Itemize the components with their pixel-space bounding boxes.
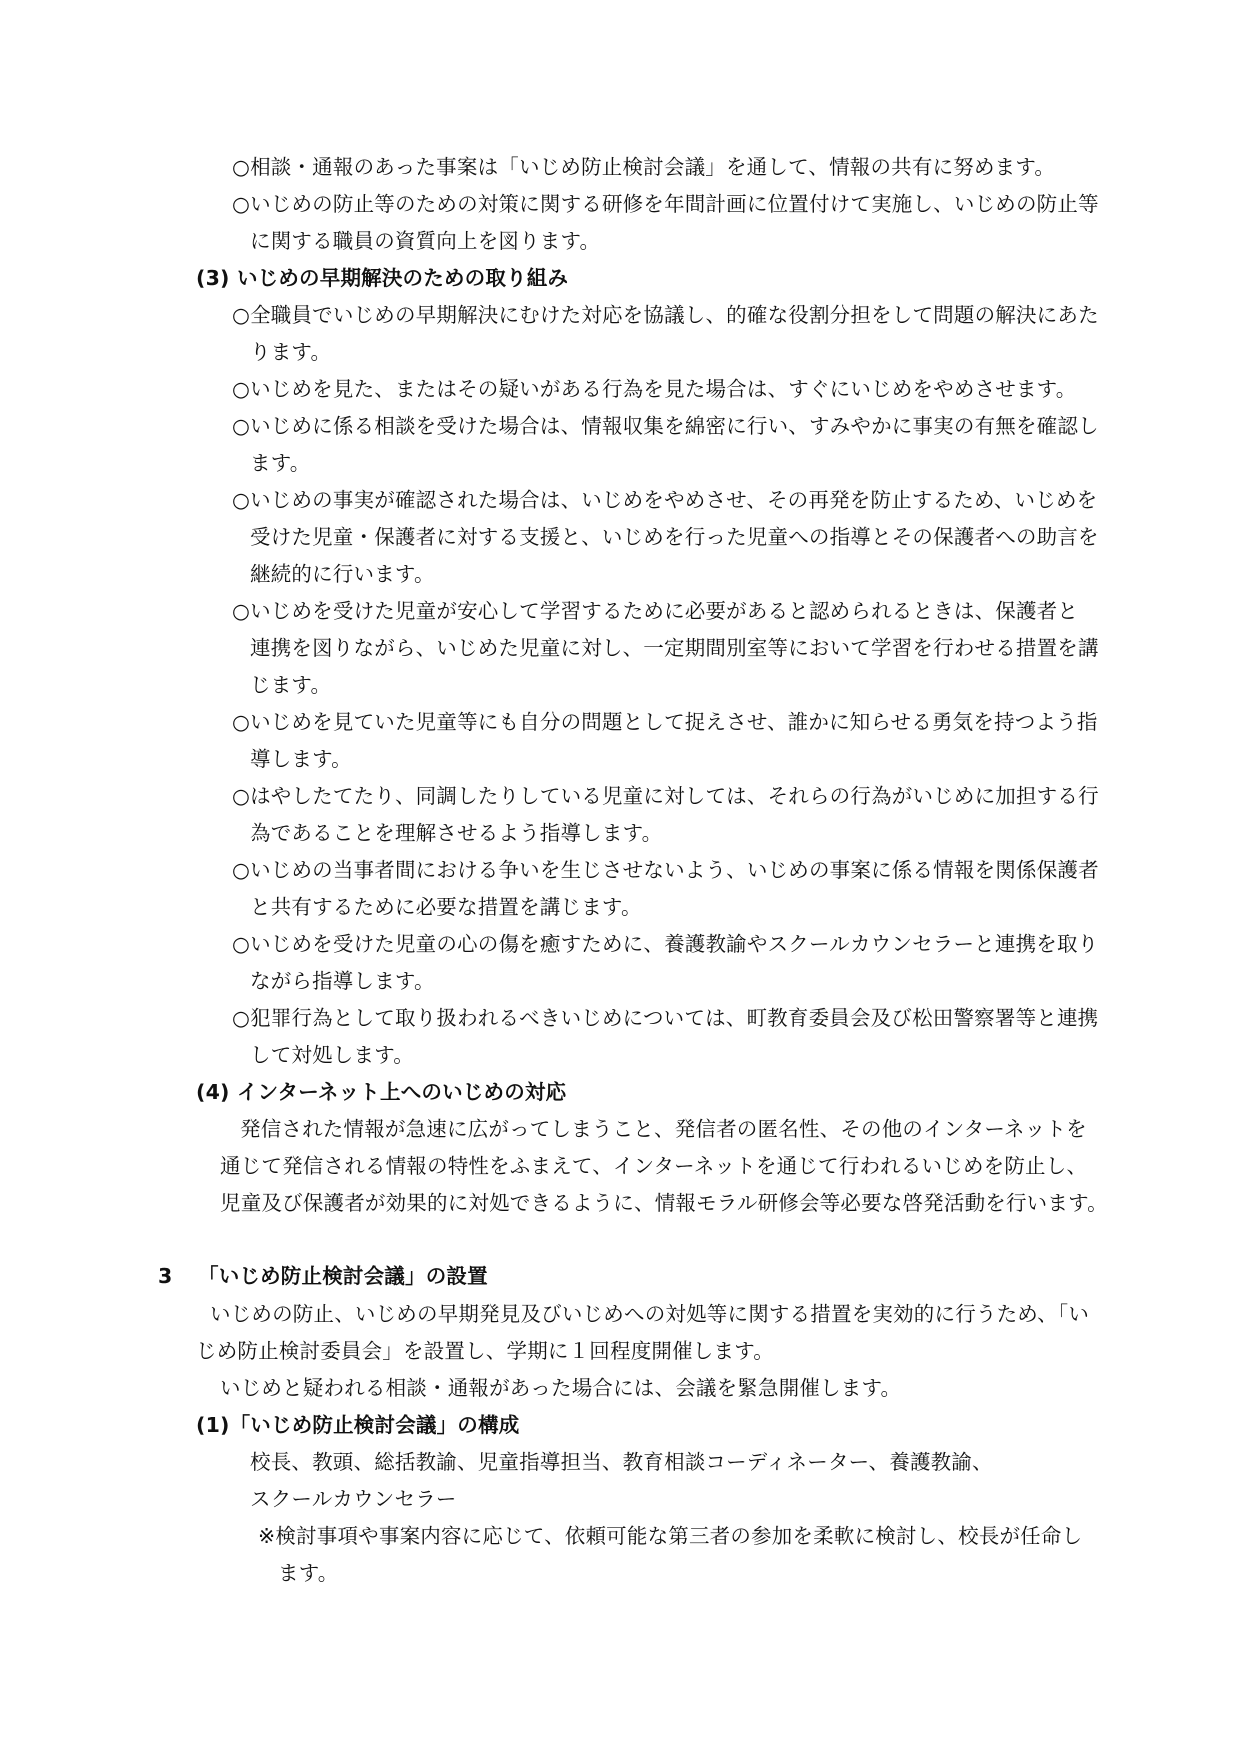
member-list-line: スクールカウンセラー: [250, 1487, 457, 1511]
bullet-line: ○相談・通報のあった事案は「いじめ防止検討会議」を通して、情報の共有に努めます。: [232, 155, 1056, 179]
bullet-line: ○いじめの事実が確認された場合は、いじめをやめさせ、その再発を防止するため、いじめを: [232, 488, 1098, 512]
bullet-continuation: に関する職員の資質向上を図ります。: [250, 229, 601, 253]
bullet-line: ○いじめの防止等のための対策に関する研修を年間計画に位置付けて実施し、いじめの防止等: [232, 192, 1099, 216]
bullet-line: ○いじめを受けた児童の心の傷を癒すために、養護教諭やスクールカウンセラーと連携を取り: [232, 932, 1099, 956]
paragraph-line: 通じて発信される情報の特性をふまえて、インターネットを通じて行われるいじめを防止し、: [220, 1154, 1088, 1178]
member-list-line: 校長、教頭、総括教諭、児童指導担当、教育相談コーディネーター、養護教諭、: [250, 1450, 993, 1474]
paragraph-line: じめ防止検討委員会」を設置し、学期に１回程度開催します。: [196, 1339, 774, 1363]
bullet-continuation: 導します。: [250, 747, 352, 771]
paragraph-line: いじめの防止、いじめの早期発見及びいじめへの対処等に関する措置を実効的に行うため、「い: [210, 1302, 1090, 1326]
subsection-heading-4: (4) インターネット上へのいじめの対応: [196, 1080, 567, 1104]
bullet-line: ○はやしたてたり、同調したりしている児童に対しては、それらの行為がいじめに加担する行: [232, 784, 1099, 808]
bullet-line: ○犯罪行為として取り扱われるべきいじめについては、町教育委員会及び松田警察署等と連携: [232, 1006, 1099, 1030]
bullet-line: ○いじめを見ていた児童等にも自分の問題として捉えさせ、誰かに知らせる勇気を持つよう指: [232, 710, 1098, 734]
bullet-continuation: ります。: [250, 340, 332, 364]
bullet-continuation: 継続的に行います。: [250, 562, 435, 586]
bullet-line: ○いじめを受けた児童が安心して学習するために必要があると認められるときは、保護者と: [232, 599, 1079, 623]
bullet-line: ○いじめの当事者間における争いを生じさせないよう、いじめの事案に係る情報を関係保護者: [232, 858, 1099, 882]
paragraph-line: 発信された情報が急速に広がってしまうこと、発信者の匿名性、その他のインターネットを: [240, 1117, 1087, 1141]
subsection-heading-1: (1)「いじめ防止検討会議」の構成: [196, 1413, 520, 1437]
bullet-continuation: ます。: [250, 451, 311, 475]
bullet-continuation: ながら指導します。: [250, 969, 435, 993]
bullet-continuation: と共有するために必要な措置を講じます。: [250, 895, 642, 919]
subsection-heading-3: (3) いじめの早期解決のための取り組み: [196, 266, 569, 290]
note-continuation: ます。: [278, 1561, 339, 1585]
note-line: ※検討事項や事案内容に応じて、依頼可能な第三者の参加を柔軟に検討し、校長が任命し: [258, 1524, 1083, 1548]
paragraph-line: 児童及び保護者が効果的に対処できるように、情報モラル研修会等必要な啓発活動を行います。: [220, 1191, 1108, 1215]
bullet-line: ○いじめに係る相談を受けた場合は、情報収集を綿密に行い、すみやかに事実の有無を確認し: [232, 414, 1099, 438]
section-heading: 「いじめ防止検討会議」の設置: [198, 1264, 488, 1288]
bullet-continuation: 連携を図りながら、いじめた児童に対し、一定期間別室等において学習を行わせる措置を講: [250, 636, 1099, 660]
bullet-continuation: して対処します。: [250, 1043, 414, 1067]
bullet-line: ○いじめを見た、またはその疑いがある行為を見た場合は、すぐにいじめをやめさせます。: [232, 377, 1077, 401]
section-number: 3: [158, 1264, 173, 1288]
bullet-continuation: じます。: [250, 673, 332, 697]
bullet-line: ○全職員でいじめの早期解決にむけた対応を協議し、的確な役割分担をして問題の解決にあた: [232, 303, 1099, 327]
paragraph-line: いじめと疑われる相談・通報があった場合には、会議を緊急開催します。: [220, 1376, 902, 1400]
bullet-continuation: 為であることを理解させるよう指導します。: [250, 821, 663, 845]
bullet-continuation: 受けた児童・保護者に対する支援と、いじめを行った児童への指導とその保護者への助言を: [250, 525, 1099, 549]
